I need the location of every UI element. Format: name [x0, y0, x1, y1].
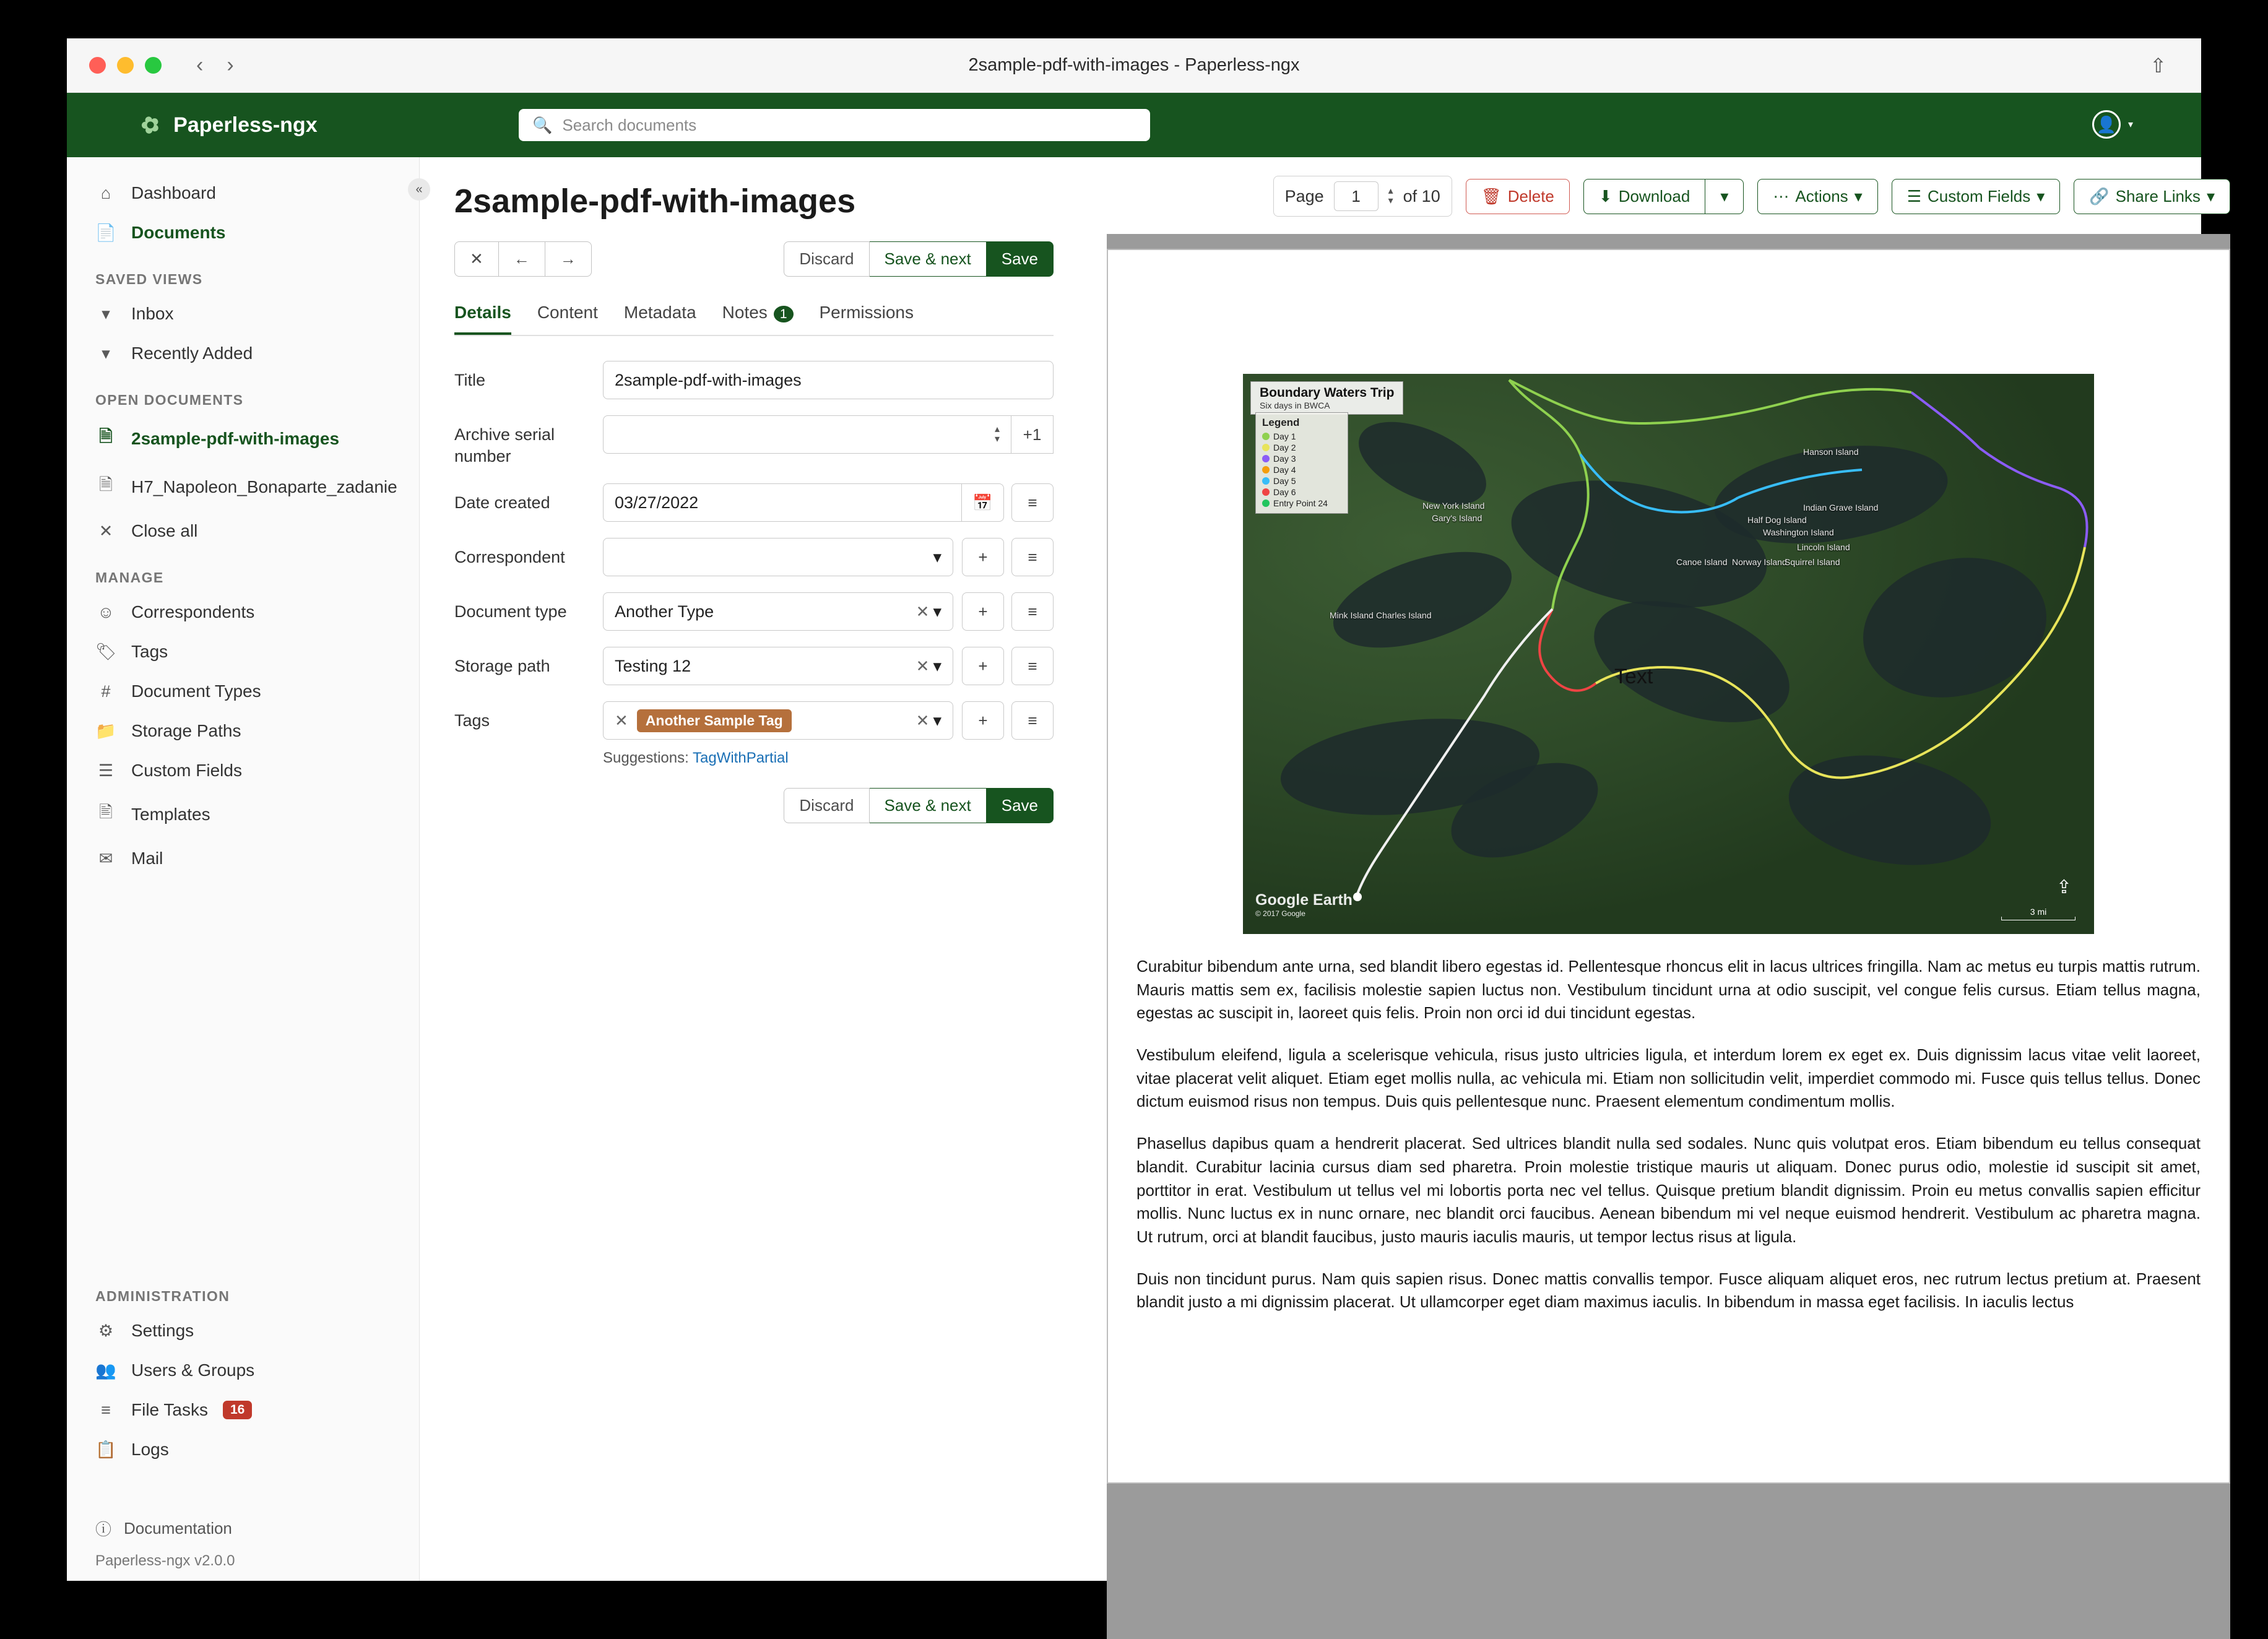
sidebar-item-label: File Tasks [131, 1400, 208, 1419]
pdf-page [1107, 249, 2230, 1484]
sidebar-heading-open-documents: OPEN DOCUMENTS [95, 392, 244, 408]
sidebar-item-logs[interactable] [67, 1430, 419, 1469]
correspondent-select[interactable] [603, 538, 953, 576]
sidebar-item-users-groups[interactable] [67, 1351, 419, 1390]
map-label: Mink Island [1330, 610, 1374, 620]
legend-label: Entry Point 24 [1273, 498, 1328, 508]
share-icon[interactable]: ⇧ [2150, 54, 2166, 77]
caret-down-icon: ▾ [2206, 186, 2215, 205]
asn-stepper[interactable]: ▴ ▾ [994, 424, 1000, 444]
document-edit-panel [420, 157, 1088, 1581]
field-label: Archive serial number [454, 425, 555, 466]
caret-down-icon: ▾ [933, 711, 941, 730]
sidebar-item-label: Logs [131, 1440, 169, 1459]
map-scalebar [2001, 907, 2075, 920]
user-menu[interactable] [2092, 110, 2133, 139]
next-document-button[interactable] [545, 241, 592, 277]
file-tasks-badge: 16 [223, 1401, 252, 1419]
arrow-left-icon: ← [513, 249, 530, 268]
map-label: Washington Island [1763, 527, 1834, 537]
tags-filter-button[interactable]: ≡ [1011, 701, 1054, 740]
map-label: New York Island [1422, 501, 1485, 511]
sidebar-item-label: H7_Napoleon_Bonaparte_zadanie [131, 477, 397, 496]
close-icon: ✕ [470, 249, 483, 268]
storage-path-filter-button[interactable]: ≡ [1011, 647, 1054, 685]
suggestion-link[interactable]: TagWithPartial [693, 750, 789, 767]
brand-label: Paperless-ngx [173, 113, 318, 137]
custom-fields-button[interactable] [1892, 179, 2061, 214]
field-archive-serial-number [454, 415, 1054, 467]
download-button[interactable] [1583, 179, 1705, 214]
page-stepper[interactable]: ▴ ▾ [1388, 186, 1393, 206]
app-window [67, 38, 2215, 1581]
map-label: Half Dog Island [1747, 515, 1807, 525]
sidebar-item-inbox[interactable] [67, 294, 419, 334]
sliders-icon: ☰ [1907, 186, 1922, 205]
sidebar-item-label: Custom Fields [131, 761, 242, 780]
discard-button-bottom[interactable]: Discard [784, 788, 869, 823]
document-nav-group[interactable] [454, 241, 592, 277]
discard-button[interactable]: Discard [784, 241, 869, 277]
add-tag-button[interactable]: + [962, 701, 1004, 740]
pdf-paragraph: Vestibulum eleifend, ligula a scelerisque vehicula, risus justo ultricies ligula, et interdum lorem ex eget ex. Duis dignissim lacus vitae velit laoreet, vitae placerat velit aliquet. Etiam eget mollis nulla, ac vehicula mi. Etiam non sollicitudin velit, imperdiet commodo mi. Fusce quis tellus tellus. Donec dictum euismod risus non tempus. Duis quis pellentesque nunc. Praesent elementum condimentum mollis. [1136, 1045, 2201, 1111]
info-icon: ⓘ [95, 1520, 112, 1539]
field-tags [454, 701, 1054, 740]
sidebar-item-label: Mail [131, 849, 163, 868]
list-icon: ≡ [101, 1400, 111, 1419]
share-links-label: Share Links [2115, 186, 2201, 205]
legend-row [1262, 476, 1341, 486]
folder-icon: 📁 [95, 722, 116, 740]
sliders-icon: ☰ [98, 761, 114, 780]
legend-row [1262, 498, 1341, 508]
close-icon: ✕ [98, 521, 113, 540]
leaf-icon: ✿ [137, 110, 164, 140]
version-label: Paperless-ngx v2.0.0 [95, 1552, 235, 1569]
tab-metadata[interactable]: Metadata [623, 303, 696, 322]
sidebar-heading-saved-views: SAVED VIEWS [95, 271, 203, 287]
sidebar-item-close-all[interactable] [67, 511, 419, 551]
trash-icon: 🗑 [1481, 186, 1502, 205]
sidebar-item-label: Storage Paths [131, 721, 241, 740]
field-label: Document type [454, 602, 567, 621]
pdf-embedded-map-image [1243, 374, 2094, 934]
brand[interactable] [137, 110, 318, 140]
actions-label: Actions [1795, 186, 1848, 205]
app-body [67, 157, 2215, 1581]
tab-notes-label: Notes [722, 303, 768, 322]
sidebar-item-label: Users & Groups [131, 1360, 255, 1380]
gear-icon: ⚙ [98, 1321, 114, 1340]
search-icon: 🔍 [532, 115, 553, 134]
document-viewer [1088, 157, 2255, 1581]
legend-label: Day 4 [1273, 465, 1296, 475]
tags-select[interactable] [603, 701, 953, 740]
documents-icon: 📄 [95, 223, 116, 242]
sidebar-item-open-doc-2[interactable] [67, 463, 419, 511]
viewer-toolbar [1107, 176, 2230, 217]
legend-label: Day 5 [1273, 476, 1296, 486]
person-icon: ☺ [97, 602, 115, 621]
hash-icon: # [101, 681, 111, 701]
previous-document-button[interactable] [499, 241, 545, 277]
add-document-type-button[interactable]: + [962, 592, 1004, 631]
save-button[interactable]: Save [987, 241, 1054, 277]
tab-content[interactable]: Content [537, 303, 598, 322]
page-title: 2sample-pdf-with-images [454, 183, 856, 220]
field-document-type [454, 592, 1054, 631]
field-storage-path [454, 647, 1054, 685]
sidebar-item-label: Documents [131, 223, 226, 242]
download-icon: ⬇ [1598, 186, 1612, 205]
file-lines-icon: 📋 [95, 1440, 116, 1459]
sidebar-item-storage-paths[interactable] [67, 711, 419, 751]
sidebar-heading-manage: MANAGE [95, 569, 164, 586]
sidebar-heading-administration: ADMINISTRATION [95, 1288, 230, 1304]
app-header [67, 93, 2201, 157]
dots-icon: ⋯ [1773, 186, 1790, 205]
window-titlebar [67, 38, 2201, 93]
sidebar [67, 157, 423, 1581]
legend-label: Day 6 [1273, 487, 1296, 497]
sidebar-item-label: Recently Added [131, 344, 253, 363]
sidebar-item-label: Tags [131, 642, 168, 661]
save-and-next-button[interactable]: Save & next [870, 241, 987, 277]
map-label: Canoe Island [1676, 557, 1728, 567]
pdf-scroll-area[interactable] [1107, 234, 2230, 1639]
watermark-sub: © 2017 Google [1255, 909, 1305, 918]
correspondent-filter-button[interactable]: ≡ [1011, 538, 1054, 576]
clear-tags-icon[interactable]: ✕ [915, 711, 930, 730]
map-title: Boundary Waters Trip [1260, 386, 1395, 400]
clear-storage-path-icon[interactable]: ✕ [915, 656, 930, 675]
delete-button[interactable] [1466, 179, 1570, 214]
field-title [454, 361, 1054, 399]
document-type-filter-button[interactable]: ≡ [1011, 592, 1054, 631]
caret-down-icon: ▾ [1720, 186, 1729, 205]
save-buttons-top[interactable] [784, 241, 1054, 277]
sidebar-item-document-types[interactable] [67, 672, 419, 711]
pdf-paragraph: Phasellus dapibus quam a hendrerit placerat. Sed ultrices blandit nulla sed sodales. Nunc quis volutpat eros. Etiam bibendum eu tellus consequat blandit. Curabitur lacinia cursus diam sed pharetra. Proin molestie tristique mauris ut aliquam. Donec purus odio, molestie id suscipit sit amet, porttitor in erat. Vestibulum ut tellus vel mi lobortis porta nec vel tellus. Quisque pretium blandit dignissim. Proin eu metus convallis sapien efficitur mollis. Nunc luctus ex in nunc ornare, nec blandit orci faucibus. Aenean bibendum mi vel neque euismod hendrerit. Vestibulum ac pharetra magna. Ut rutrum, orci at blandit faucibus, justo mauris iaculis mauris, ut tempor lectus risus at ligula. [1136, 1134, 2201, 1246]
sidebar-item-templates[interactable] [67, 790, 419, 839]
map-route-lines [1243, 374, 2094, 934]
caret-down-icon: ▾ [933, 547, 941, 566]
page-label: Page [1284, 186, 1324, 205]
sidebar-item-label: Close all [131, 521, 198, 540]
top-action-row [454, 241, 1054, 277]
map-label: Gary's Island [1432, 513, 1482, 523]
save-button-bottom[interactable]: Save [987, 788, 1054, 823]
map-label: Indian Grave Island [1803, 503, 1879, 512]
sidebar-item-correspondents[interactable] [67, 592, 419, 632]
legend-label: Day 3 [1273, 454, 1296, 464]
map-label: Hanson Island [1803, 447, 1859, 457]
funnel-icon: ▾ [102, 304, 110, 323]
field-correspondent [454, 538, 1054, 576]
page-total-label: of 10 [1403, 186, 1440, 205]
close-document-button[interactable] [454, 241, 499, 277]
sidebar-item-label: Settings [131, 1321, 194, 1340]
caret-down-icon: ▾ [2127, 119, 2133, 130]
legend-row [1262, 443, 1341, 452]
map-label: Lincoln Island [1797, 542, 1850, 552]
field-date-created [454, 483, 1054, 522]
sidebar-item-recently-added[interactable] [67, 334, 419, 373]
notes-count-badge: 1 [774, 306, 794, 322]
file-text-icon: 🖹 [99, 803, 113, 821]
add-storage-path-button[interactable]: + [962, 647, 1004, 685]
users-icon: 👥 [95, 1361, 116, 1380]
sidebar-item-label: Inbox [131, 304, 174, 323]
legend-row [1262, 487, 1341, 497]
watermark-label: Google Earth [1255, 891, 1353, 909]
asn-input[interactable] [603, 415, 1011, 454]
tag-suggestions [603, 750, 1054, 767]
remove-tag-icon[interactable]: ✕ [615, 711, 628, 730]
legend-row [1262, 454, 1341, 464]
map-label: Charles Island [1376, 610, 1432, 620]
delete-label: Delete [1507, 186, 1554, 205]
sidebar-item-label: Dashboard [131, 183, 216, 202]
map-center-text: Text [1614, 665, 1653, 688]
pdf-paragraph: Duis non tincidunt purus. Nam quis sapien risus. Donec mattis convallis tempor. Fusce aliquam aliquet eros, nec rutrum lectus pretium at. Praesent blandit justo a mi dignissim placerat. Ut ullamcorper eget diam maximus iaculis. In bibendum in massa eget facilisis. In iaculis lectus [1136, 1269, 2201, 1312]
tag-icon: 🏷 [95, 642, 117, 661]
legend-label: Day 1 [1273, 431, 1296, 441]
caret-down-icon: ▾ [933, 656, 941, 675]
legend-label: Day 2 [1273, 443, 1296, 452]
sidebar-item-file-tasks[interactable] [67, 1390, 419, 1430]
detail-tabs[interactable] [454, 303, 1054, 336]
download-label: Download [1618, 186, 1690, 205]
sidebar-item-documentation[interactable] [67, 1511, 419, 1546]
sidebar-footer [67, 1511, 419, 1570]
sidebar-item-settings[interactable] [67, 1311, 419, 1351]
sidebar-item-open-doc-1[interactable] [67, 415, 419, 463]
custom-fields-label: Custom Fields [1928, 186, 2031, 205]
add-correspondent-button[interactable]: + [962, 538, 1004, 576]
tab-permissions[interactable]: Permissions [819, 303, 914, 322]
pdf-paragraph: Curabitur bibendum ante urna, sed blandit libero egestas id. Pellentesque rhoncus elit in lacus ultrices fringilla. Nam ac metus eu turpis mattis rutrum. Mauris mattis sem ex, facilisis molestie sapien luctus non. Vestibulum tincidunt urna at odio suscipit, vel congue felis cursus. Etiam tellus magna, egestas ac suscipit in, laoreet quis felis. Proin non orci id dui tincidunt egestas. [1136, 957, 2201, 1023]
page-navigation[interactable] [1273, 176, 1452, 217]
map-label: Squirrel Island [1785, 557, 1840, 567]
arrow-right-icon: → [560, 249, 576, 268]
tag-chip[interactable]: Another Sample Tag [637, 709, 792, 732]
sidebar-item-label: Document Types [131, 681, 261, 701]
date-filter-button[interactable]: ≡ [1011, 483, 1054, 522]
sidebar-item-dashboard[interactable] [67, 173, 419, 213]
document-type-value: Another Type [615, 602, 714, 621]
scale-label: 3 mi [2030, 907, 2047, 917]
pdf-text-body [1108, 934, 2229, 1314]
sidebar-item-label: 2sample-pdf-with-images [131, 429, 340, 448]
date-created-value: 03/27/2022 [615, 493, 699, 512]
map-legend [1255, 412, 1348, 514]
legend-row [1262, 465, 1341, 475]
map-title-box [1250, 381, 1403, 415]
legend-title: Legend [1262, 417, 1300, 428]
storage-path-select[interactable] [603, 647, 953, 685]
document-type-select[interactable] [603, 592, 953, 631]
title-input[interactable] [603, 361, 1054, 399]
share-links-button[interactable] [2074, 179, 2230, 214]
back-icon[interactable]: ‹ [196, 53, 204, 77]
search-input[interactable] [519, 109, 1150, 141]
sidebar-item-documents[interactable] [67, 213, 419, 253]
map-subtitle: Six days in BWCA [1260, 400, 1330, 410]
chevron-double-left-icon[interactable]: « [408, 178, 430, 201]
field-label: Storage path [454, 657, 550, 676]
file-icon: 🗎 [99, 475, 113, 494]
home-icon: ⌂ [100, 183, 111, 202]
compass-icon: ⇪ [2056, 877, 2072, 897]
download-dropdown-toggle[interactable] [1705, 179, 1744, 214]
save-and-next-button-bottom[interactable]: Save & next [870, 788, 987, 823]
title-value: 2sample-pdf-with-images [615, 370, 802, 389]
link-icon: 🔗 [2089, 186, 2110, 205]
caret-down-icon: ▾ [1854, 186, 1863, 205]
window-title: 2sample-pdf-with-images - Paperless-ngx [968, 55, 1300, 75]
documentation-label: Documentation [124, 1519, 232, 1537]
date-created-input[interactable] [603, 483, 962, 522]
page-number-input[interactable]: 1 [1334, 181, 1379, 211]
field-label: Title [454, 371, 486, 389]
caret-down-icon: ▾ [2036, 186, 2045, 205]
user-circle-icon: 👤 [2092, 110, 2121, 139]
sidebar-item-label: Templates [131, 805, 210, 824]
save-buttons-bottom[interactable] [784, 788, 1054, 823]
calendar-icon[interactable]: 📅 [962, 483, 1004, 522]
actions-button[interactable] [1757, 179, 1877, 214]
download-group[interactable] [1583, 179, 1744, 214]
sidebar-item-label: Correspondents [131, 602, 255, 621]
sidebar-item-custom-fields[interactable] [67, 751, 419, 790]
field-label: Tags [454, 711, 490, 730]
sidebar-item-tags[interactable] [67, 632, 419, 672]
funnel-icon: ▾ [102, 344, 110, 363]
map-label: Norway Island [1732, 557, 1787, 567]
suggestions-label: Suggestions: [603, 750, 689, 767]
mail-icon: ✉ [98, 849, 113, 868]
sidebar-item-mail[interactable] [67, 839, 419, 878]
field-label: Correspondent [454, 548, 565, 567]
storage-path-value: Testing 12 [615, 656, 691, 675]
tab-details[interactable]: Details [454, 303, 511, 335]
search-placeholder: Search documents [562, 115, 697, 134]
file-icon: 🗎 [99, 427, 113, 446]
legend-row [1262, 431, 1341, 441]
google-earth-watermark [1255, 891, 1353, 918]
asn-plus-one-button[interactable]: +1 [1011, 415, 1054, 454]
clear-document-type-icon[interactable]: ✕ [915, 602, 930, 621]
forward-icon[interactable]: › [227, 53, 234, 77]
bottom-action-row [454, 788, 1054, 823]
tab-notes[interactable] [722, 303, 794, 335]
field-label: Date created [454, 493, 550, 512]
caret-down-icon: ▾ [933, 602, 941, 621]
